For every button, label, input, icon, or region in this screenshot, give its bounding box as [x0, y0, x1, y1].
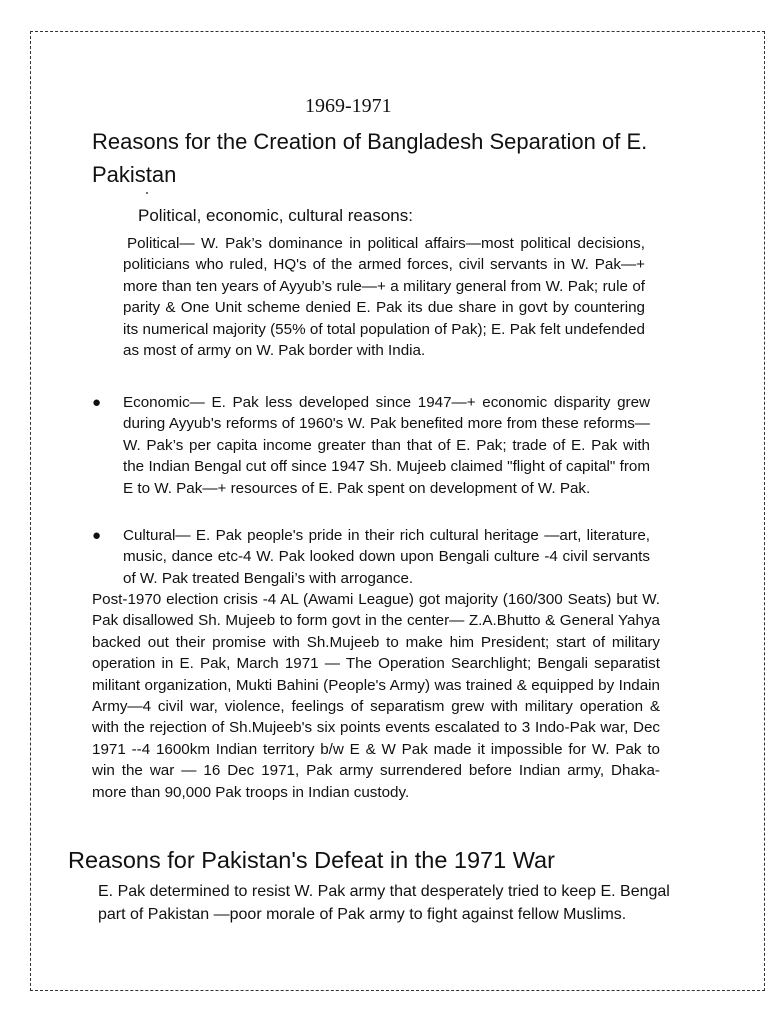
defeat-paragraph: E. Pak determined to resist W. Pak army that desperately tried to keep E. Bengal part of Pakistan —poor morale of Pak army to fight against fellow Muslims.	[98, 883, 670, 923]
economic-paragraph: Economic— E. Pak less developed since 1947—+ economic disparity grew during Ayyub's reforms of 1960's W. Pak benefited more from these reforms— W. Pak’s per capita income greater than that of E. Pak; trade of E. Pak with the Indian Bengal cut off since 1947 Sh. Mujeeb claimed "flight of capital" from E to W. Pak—+ resources of E. Pak spent on development of W. Pak.	[123, 394, 650, 497]
bullet-icon: ●	[92, 394, 102, 411]
political-paragraph: Political— W. Pak’s dominance in political affairs—most political decisions, politicians who ruled, HQ's of the armed forces, civil servants in W. Pak—+ more than ten years of Ayyub’s rule—+ a military general from W. Pak; rule of parity & One Unit scheme denied E. Pak its due share in govt by countering its numerical majority (55% of total population of Pak); E. Pak felt undefended as most of army on W. Pak border with India.	[123, 235, 645, 360]
cultural-paragraph: Cultural— E. Pak people's pride in their rich cultural heritage —art, literature, music, dance etc-4 W. Pak looked down upon Bengali culture -4 civil servants of W. Pak treated Bengali’s with arrogance.	[123, 527, 650, 587]
stray-dot	[146, 192, 148, 194]
bullet-icon: ●	[92, 527, 102, 544]
page-title: Reasons for the Creation of Bangladesh Separation of E. Pakistan	[92, 129, 648, 187]
section-subtitle: Political, economic, cultural reasons:	[138, 206, 413, 225]
year-range-heading: 1969-1971	[305, 95, 392, 117]
defeat-heading: Reasons for Pakistan's Defeat in the 1971 War	[68, 847, 555, 873]
post-1970-paragraph: Post-1970 election crisis -4 AL (Awami League) got majority (160/300 Seats) but W. Pak disallowed Sh. Mujeeb to form govt in the center— Z.A.Bhutto & General Yahya backed out their promise with Sh.Mujeeb to make him President; start of military operation in E. Pak, March 1971 — The Operation Searchlight; Bengali separatist militant organization, Mukti Bahini (People's Army) was trained & equipped by Indain Army—4 civil war, violence, feelings of separatism grew with military operation & with the rejection of Sh.Mujeeb's six points events escalated to 3 Indo-Pak war, Dec 1971 --4 1600km Indian territory b/w E & W Pak made it impossible for W. Pak to win the war — 16 Dec 1971, Pak army surrendered before Indian army, Dhaka- more than 90,000 Pak troops in Indian custody.	[92, 591, 660, 801]
